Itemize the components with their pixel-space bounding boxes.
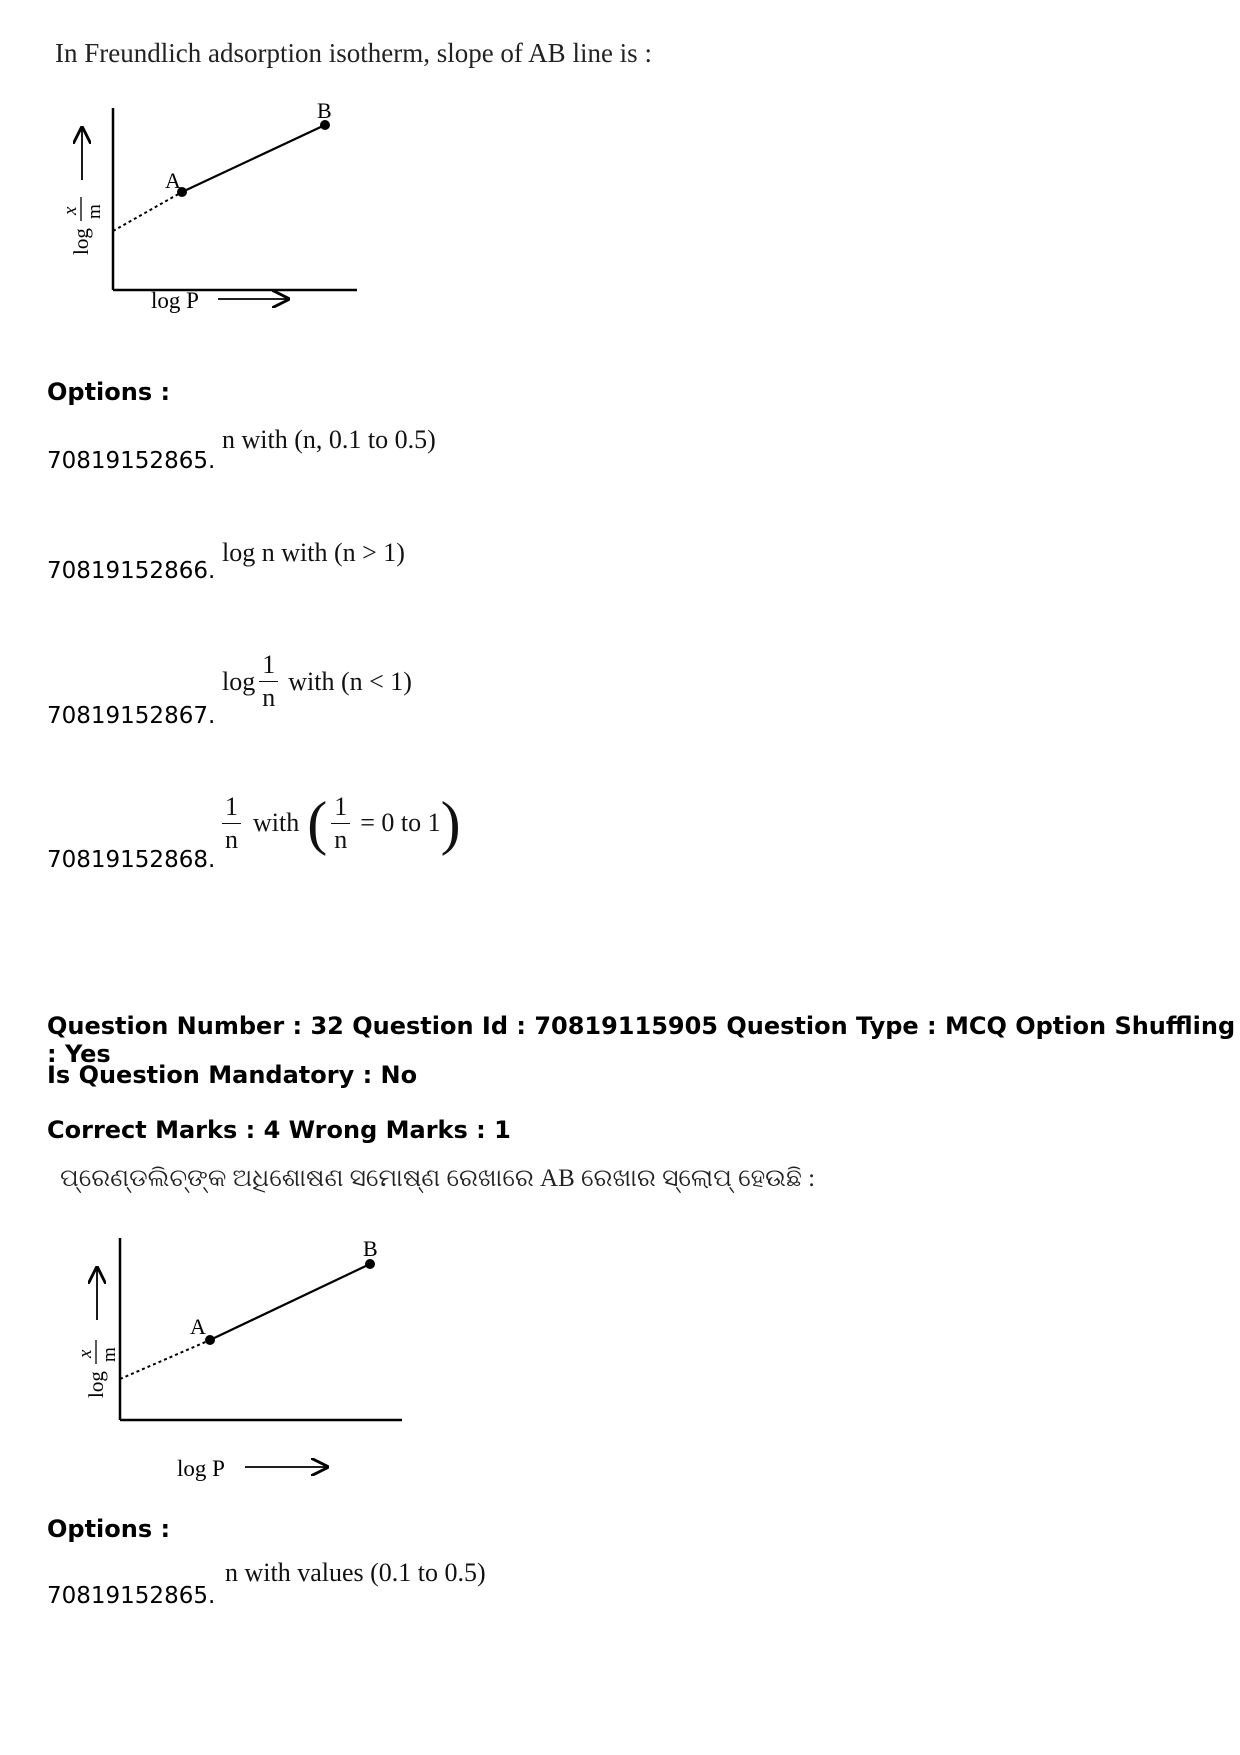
option-id: 70819152866.: [47, 558, 216, 584]
fraction: [222, 791, 241, 854]
x-axis-label: log P: [151, 288, 199, 313]
fraction: [259, 652, 278, 711]
option-text[interactable]: $\frac{1}{n}$ with ( $\frac{1}{n}$ = 0 to 1 ): [218, 793, 461, 853]
log-text: log: [222, 666, 256, 696]
point-a: [205, 1335, 215, 1345]
label-a: A: [165, 168, 181, 193]
extrapolated-line: [120, 1340, 210, 1379]
svg-text:x: x: [60, 206, 81, 215]
option-text[interactable]: n with (n, 0.1 to 0.5): [222, 425, 436, 454]
denominator: n: [334, 824, 348, 854]
x-axis-label: log P: [177, 1456, 225, 1481]
with-text: with: [253, 808, 300, 837]
denominator: n: [262, 683, 276, 712]
question-31-text: In Freundlich adsorption isotherm, slope of AB line is :: [55, 38, 652, 68]
freundlich-graph-31: [50, 90, 410, 360]
svg-text:log: log: [84, 1371, 108, 1398]
options-label-31: Options :: [47, 378, 171, 406]
denominator: n: [225, 824, 238, 854]
inner-fraction: [331, 791, 350, 854]
line-ab: [182, 125, 325, 192]
option-id: 70819152865.: [47, 448, 216, 474]
option-text[interactable]: [222, 652, 412, 711]
options-label-32: Options :: [47, 1515, 171, 1543]
label-a: A: [190, 1314, 206, 1339]
mandatory-line: Is Question Mandatory : No: [47, 1061, 418, 1089]
svg-text:m: m: [84, 204, 105, 219]
option-id: 70819152868.: [47, 847, 216, 873]
svg-text:x: x: [75, 1349, 96, 1358]
option-text[interactable]: log n with (n > 1): [222, 538, 405, 567]
question-32-text: ପ୍ରେଣ୍ଡଲିଚ୍‌ଙ୍କ ଅଧିଶୋଷଣ ସମୋଷ୍ଣ ରେଖାରେ AB ରେଖାର ସ୍ଲୋପ୍ ହେଉଛି :: [60, 1165, 816, 1192]
equals-text: = 0 to 1: [360, 808, 441, 837]
freundlich-graph-32: [57, 1220, 417, 1490]
label-b: B: [363, 1236, 378, 1261]
line-ab: [210, 1264, 370, 1340]
marks-line: Correct Marks : 4 Wrong Marks : 1: [47, 1116, 511, 1144]
option-id: 70819152867.: [47, 703, 216, 729]
extrapolated-line: [113, 192, 182, 231]
numerator: 1: [259, 652, 278, 682]
numerator: 1: [331, 794, 350, 824]
label-b: B: [317, 98, 332, 123]
option-id: 70819152865.: [47, 1583, 216, 1609]
svg-text:log: log: [69, 228, 93, 255]
svg-text:m: m: [99, 1347, 120, 1362]
option-text[interactable]: n with values (0.1 to 0.5): [225, 1558, 486, 1587]
option-tail: with (n < 1): [288, 666, 412, 696]
y-axis-label: [60, 197, 105, 255]
numerator: 1: [222, 794, 241, 824]
y-axis-label: [75, 1340, 120, 1398]
question-header: Question Number : 32 Question Id : 70819115905 Question Type : MCQ Option Shuffling : Yes: [47, 1012, 1236, 1068]
